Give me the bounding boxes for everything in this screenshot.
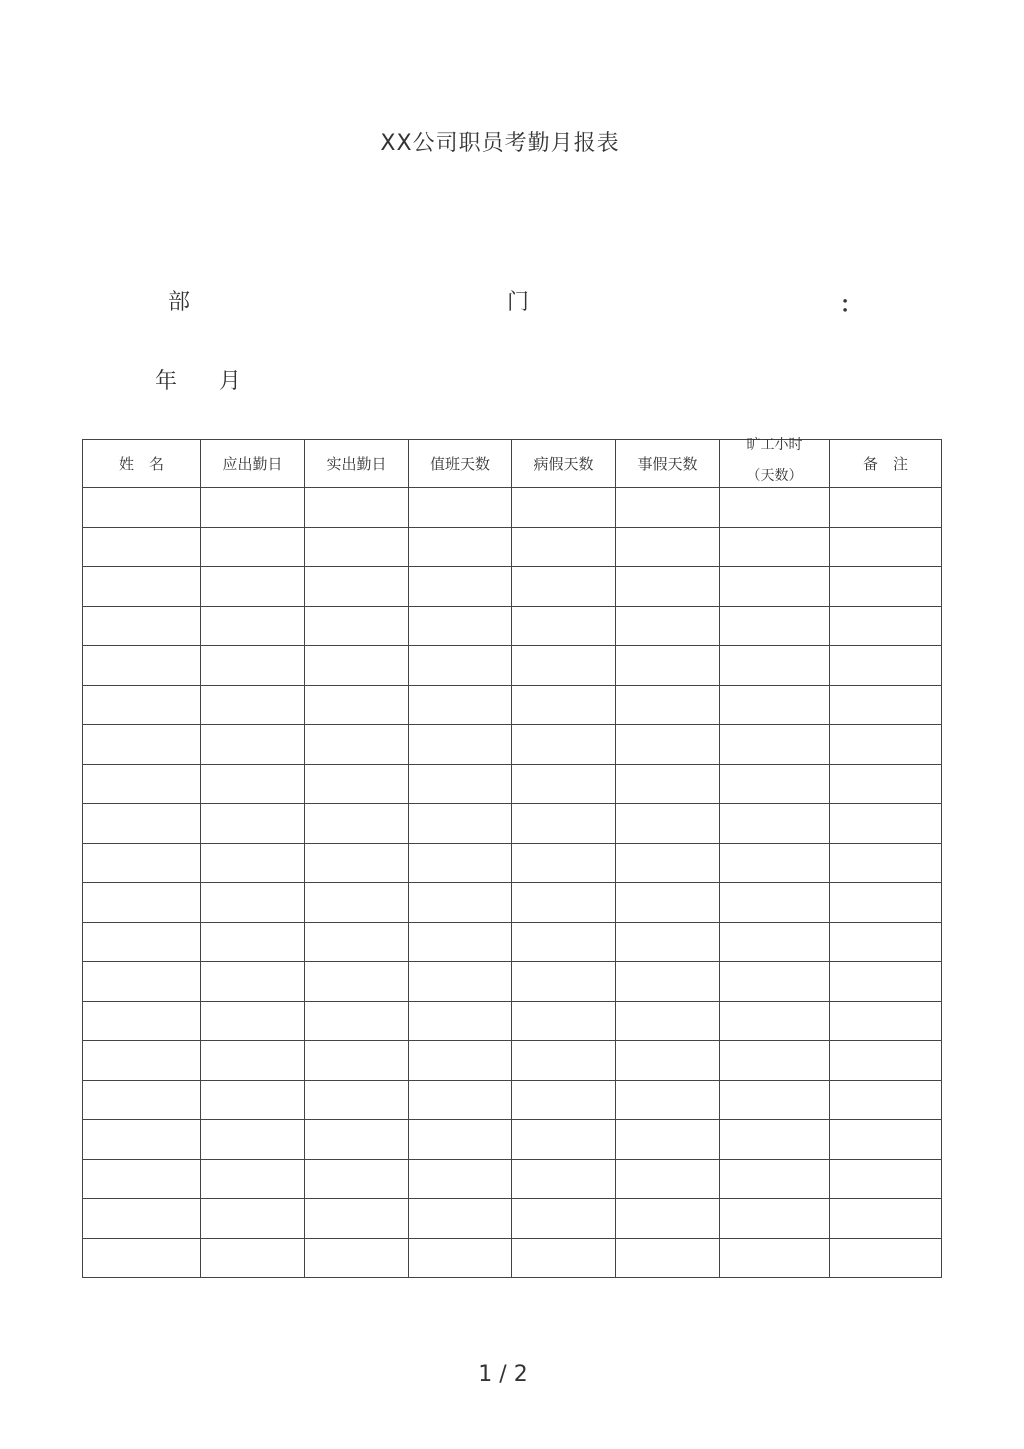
table-cell-duty-days[interactable] — [409, 488, 512, 528]
table-cell-absent-hours[interactable] — [720, 1120, 830, 1160]
table-cell-name[interactable] — [83, 1120, 201, 1160]
year-label: 年 — [155, 369, 178, 394]
table-cell-actual-days[interactable] — [305, 1080, 409, 1120]
table-cell-required-days[interactable] — [201, 1238, 305, 1278]
table-row — [83, 962, 942, 1002]
header-name: 姓 名 — [83, 440, 201, 488]
table-cell-remarks[interactable] — [830, 883, 942, 923]
table-cell-required-days[interactable] — [201, 1041, 305, 1081]
table-cell-actual-days[interactable] — [305, 527, 409, 567]
table-cell-absent-hours[interactable] — [720, 725, 830, 765]
table-cell-sick-leave-days[interactable] — [512, 922, 616, 962]
table-cell-sick-leave-days[interactable] — [512, 1080, 616, 1120]
table-cell-name[interactable] — [83, 804, 201, 844]
table-cell-absent-hours[interactable] — [720, 488, 830, 528]
table-cell-required-days[interactable] — [201, 527, 305, 567]
header-required-days: 应出勤日 — [201, 440, 305, 488]
table-cell-personal-leave-days[interactable] — [616, 567, 720, 607]
table-cell-required-days[interactable] — [201, 1080, 305, 1120]
table-row — [83, 1080, 942, 1120]
table-cell-personal-leave-days[interactable] — [616, 488, 720, 528]
table-row — [83, 606, 942, 646]
table-cell-sick-leave-days[interactable] — [512, 883, 616, 923]
header-personal-leave-days: 事假天数 — [616, 440, 720, 488]
table-row — [83, 646, 942, 686]
table-cell-absent-hours[interactable] — [720, 1001, 830, 1041]
table-cell-name[interactable] — [83, 843, 201, 883]
header-duty-days: 值班天数 — [409, 440, 512, 488]
table-cell-actual-days[interactable] — [305, 922, 409, 962]
table-cell-required-days[interactable] — [201, 883, 305, 923]
table-cell-duty-days[interactable] — [409, 843, 512, 883]
table-cell-duty-days[interactable] — [409, 567, 512, 607]
header-actual-days: 实出勤日 — [305, 440, 409, 488]
table-cell-remarks[interactable] — [830, 685, 942, 725]
page-title: XX公司职员考勤月报表 — [380, 131, 620, 156]
table-cell-personal-leave-days[interactable] — [616, 1041, 720, 1081]
table-cell-absent-hours[interactable] — [720, 1080, 830, 1120]
table-cell-personal-leave-days[interactable] — [616, 1001, 720, 1041]
table-cell-name[interactable] — [83, 527, 201, 567]
table-row — [83, 804, 942, 844]
table-cell-personal-leave-days[interactable] — [616, 606, 720, 646]
table-cell-duty-days[interactable] — [409, 685, 512, 725]
table-cell-personal-leave-days[interactable] — [616, 1159, 720, 1199]
table-cell-remarks[interactable] — [830, 646, 942, 686]
table-cell-name[interactable] — [83, 1001, 201, 1041]
month-label: 月 — [219, 369, 242, 394]
table-cell-remarks[interactable] — [830, 725, 942, 765]
table-cell-required-days[interactable] — [201, 843, 305, 883]
table-cell-personal-leave-days[interactable] — [616, 962, 720, 1002]
table-cell-name[interactable] — [83, 922, 201, 962]
table-cell-absent-hours[interactable] — [720, 883, 830, 923]
table-cell-personal-leave-days[interactable] — [616, 725, 720, 765]
table-cell-name[interactable] — [83, 567, 201, 607]
table-cell-personal-leave-days[interactable] — [616, 1080, 720, 1120]
table-row — [83, 764, 942, 804]
header-absent-hours-line2: （天数） — [746, 468, 803, 484]
table-cell-personal-leave-days[interactable] — [616, 804, 720, 844]
table-cell-duty-days[interactable] — [409, 1159, 512, 1199]
table-cell-remarks[interactable] — [830, 488, 942, 528]
table-cell-personal-leave-days[interactable] — [616, 764, 720, 804]
table-cell-sick-leave-days[interactable] — [512, 488, 616, 528]
table-row — [83, 527, 942, 567]
table-cell-personal-leave-days[interactable] — [616, 685, 720, 725]
table-cell-required-days[interactable] — [201, 764, 305, 804]
table-cell-name[interactable] — [83, 1159, 201, 1199]
table-cell-absent-hours[interactable] — [720, 646, 830, 686]
table-cell-sick-leave-days[interactable] — [512, 606, 616, 646]
attendance-table — [82, 439, 942, 1278]
table-row — [83, 883, 942, 923]
table-cell-required-days[interactable] — [201, 725, 305, 765]
table-cell-sick-leave-days[interactable] — [512, 962, 616, 1002]
table-cell-duty-days[interactable] — [409, 764, 512, 804]
page-number: 1 / 2 — [478, 1362, 528, 1387]
table-cell-personal-leave-days[interactable] — [616, 883, 720, 923]
table-cell-required-days[interactable] — [201, 488, 305, 528]
table-cell-name[interactable] — [83, 764, 201, 804]
table-cell-actual-days[interactable] — [305, 725, 409, 765]
table-cell-absent-hours[interactable] — [720, 606, 830, 646]
table-cell-actual-days[interactable] — [305, 1199, 409, 1239]
table-cell-remarks[interactable] — [830, 527, 942, 567]
department-label-char2: 门 — [507, 290, 530, 315]
table-row — [83, 1041, 942, 1081]
table-cell-required-days[interactable] — [201, 1120, 305, 1160]
table-cell-sick-leave-days[interactable] — [512, 1120, 616, 1160]
table-row — [83, 488, 942, 528]
table-cell-sick-leave-days[interactable] — [512, 804, 616, 844]
table-cell-remarks[interactable] — [830, 1238, 942, 1278]
header-remarks: 备 注 — [830, 440, 942, 488]
table-cell-absent-hours[interactable] — [720, 962, 830, 1002]
table-cell-duty-days[interactable] — [409, 646, 512, 686]
table-cell-actual-days[interactable] — [305, 606, 409, 646]
table-cell-duty-days[interactable] — [409, 606, 512, 646]
table-cell-duty-days[interactable] — [409, 725, 512, 765]
table-cell-actual-days[interactable] — [305, 1159, 409, 1199]
table-cell-personal-leave-days[interactable] — [616, 922, 720, 962]
table-cell-actual-days[interactable] — [305, 883, 409, 923]
table-cell-actual-days[interactable] — [305, 804, 409, 844]
table-cell-name[interactable] — [83, 725, 201, 765]
table-cell-duty-days[interactable] — [409, 883, 512, 923]
table-cell-absent-hours[interactable] — [720, 804, 830, 844]
table-cell-absent-hours[interactable] — [720, 764, 830, 804]
table-cell-personal-leave-days[interactable] — [616, 646, 720, 686]
table-cell-remarks[interactable] — [830, 1199, 942, 1239]
table-cell-remarks[interactable] — [830, 1001, 942, 1041]
table-cell-sick-leave-days[interactable] — [512, 725, 616, 765]
table-cell-remarks[interactable] — [830, 922, 942, 962]
table-cell-absent-hours[interactable] — [720, 1041, 830, 1081]
table-cell-personal-leave-days[interactable] — [616, 527, 720, 567]
table-row — [83, 1199, 942, 1239]
table-row — [83, 685, 942, 725]
table-cell-actual-days[interactable] — [305, 1041, 409, 1081]
table-cell-duty-days[interactable] — [409, 962, 512, 1002]
table-cell-duty-days[interactable] — [409, 527, 512, 567]
table-cell-duty-days[interactable] — [409, 1120, 512, 1160]
table-cell-duty-days[interactable] — [409, 922, 512, 962]
table-row — [83, 1001, 942, 1041]
table-row — [83, 725, 942, 765]
table-cell-personal-leave-days[interactable] — [616, 843, 720, 883]
table-cell-sick-leave-days[interactable] — [512, 843, 616, 883]
table-cell-sick-leave-days[interactable] — [512, 1238, 616, 1278]
department-label-char1: 部 — [168, 290, 191, 315]
table-cell-actual-days[interactable] — [305, 646, 409, 686]
table-cell-actual-days[interactable] — [305, 488, 409, 528]
header-absent-hours — [720, 437, 830, 488]
table-row — [83, 1238, 942, 1278]
table-cell-absent-hours[interactable] — [720, 527, 830, 567]
table-cell-actual-days[interactable] — [305, 1001, 409, 1041]
table-cell-remarks[interactable] — [830, 843, 942, 883]
table-cell-remarks[interactable] — [830, 567, 942, 607]
table-cell-personal-leave-days[interactable] — [616, 1238, 720, 1278]
table-cell-name[interactable] — [83, 488, 201, 528]
table-cell-required-days[interactable] — [201, 962, 305, 1002]
table-cell-required-days[interactable] — [201, 804, 305, 844]
table-cell-required-days[interactable] — [201, 922, 305, 962]
table-cell-sick-leave-days[interactable] — [512, 646, 616, 686]
table-cell-required-days[interactable] — [201, 567, 305, 607]
table-cell-required-days[interactable] — [201, 1001, 305, 1041]
table-row — [83, 1120, 942, 1160]
table-cell-actual-days[interactable] — [305, 1120, 409, 1160]
table-cell-name[interactable] — [83, 1041, 201, 1081]
table-body — [83, 488, 942, 1278]
table-cell-actual-days[interactable] — [305, 962, 409, 1002]
table-cell-absent-hours[interactable] — [720, 1238, 830, 1278]
table-cell-sick-leave-days[interactable] — [512, 567, 616, 607]
table-cell-sick-leave-days[interactable] — [512, 1001, 616, 1041]
table-cell-sick-leave-days[interactable] — [512, 527, 616, 567]
table-cell-name[interactable] — [83, 1238, 201, 1278]
table-cell-duty-days[interactable] — [409, 1001, 512, 1041]
table-cell-name[interactable] — [83, 962, 201, 1002]
table-row — [83, 843, 942, 883]
table-cell-required-days[interactable] — [201, 1199, 305, 1239]
table-cell-actual-days[interactable] — [305, 685, 409, 725]
table-cell-absent-hours[interactable] — [720, 1199, 830, 1239]
table-row — [83, 567, 942, 607]
table-row — [83, 1159, 942, 1199]
table-cell-sick-leave-days[interactable] — [512, 764, 616, 804]
table-cell-remarks[interactable] — [830, 1120, 942, 1160]
table-cell-sick-leave-days[interactable] — [512, 1159, 616, 1199]
table-cell-remarks[interactable] — [830, 1041, 942, 1081]
table-cell-required-days[interactable] — [201, 606, 305, 646]
table-cell-remarks[interactable] — [830, 1159, 942, 1199]
table-row — [83, 922, 942, 962]
table-cell-actual-days[interactable] — [305, 843, 409, 883]
department-colon: ： — [840, 293, 863, 318]
table-cell-remarks[interactable] — [830, 804, 942, 844]
table-cell-absent-hours[interactable] — [720, 685, 830, 725]
table-cell-absent-hours[interactable] — [720, 1159, 830, 1199]
header-absent-hours-line1: 旷工小时 — [746, 437, 803, 453]
table-cell-personal-leave-days[interactable] — [616, 1199, 720, 1239]
table-cell-name[interactable] — [83, 606, 201, 646]
table-cell-name[interactable] — [83, 1080, 201, 1120]
table-cell-duty-days[interactable] — [409, 1041, 512, 1081]
table-cell-duty-days[interactable] — [409, 1199, 512, 1239]
table-cell-duty-days[interactable] — [409, 1238, 512, 1278]
table-cell-actual-days[interactable] — [305, 764, 409, 804]
table-cell-absent-hours[interactable] — [720, 922, 830, 962]
table-cell-remarks[interactable] — [830, 962, 942, 1002]
table-cell-actual-days[interactable] — [305, 1238, 409, 1278]
table-cell-actual-days[interactable] — [305, 567, 409, 607]
table-cell-required-days[interactable] — [201, 685, 305, 725]
table-header-row — [83, 440, 942, 488]
table-cell-name[interactable] — [83, 685, 201, 725]
table-cell-sick-leave-days[interactable] — [512, 1199, 616, 1239]
table-cell-required-days[interactable] — [201, 646, 305, 686]
table-cell-remarks[interactable] — [830, 1080, 942, 1120]
table-cell-sick-leave-days[interactable] — [512, 1041, 616, 1081]
table-cell-name[interactable] — [83, 883, 201, 923]
header-sick-leave-days: 病假天数 — [512, 440, 616, 488]
table-cell-remarks[interactable] — [830, 764, 942, 804]
table-cell-sick-leave-days[interactable] — [512, 685, 616, 725]
table-cell-personal-leave-days[interactable] — [616, 1120, 720, 1160]
table-cell-duty-days[interactable] — [409, 1080, 512, 1120]
table-cell-name[interactable] — [83, 1199, 201, 1239]
table-cell-name[interactable] — [83, 646, 201, 686]
table-cell-required-days[interactable] — [201, 1159, 305, 1199]
table-cell-absent-hours[interactable] — [720, 567, 830, 607]
table-cell-remarks[interactable] — [830, 606, 942, 646]
table-cell-duty-days[interactable] — [409, 804, 512, 844]
table-cell-absent-hours[interactable] — [720, 843, 830, 883]
